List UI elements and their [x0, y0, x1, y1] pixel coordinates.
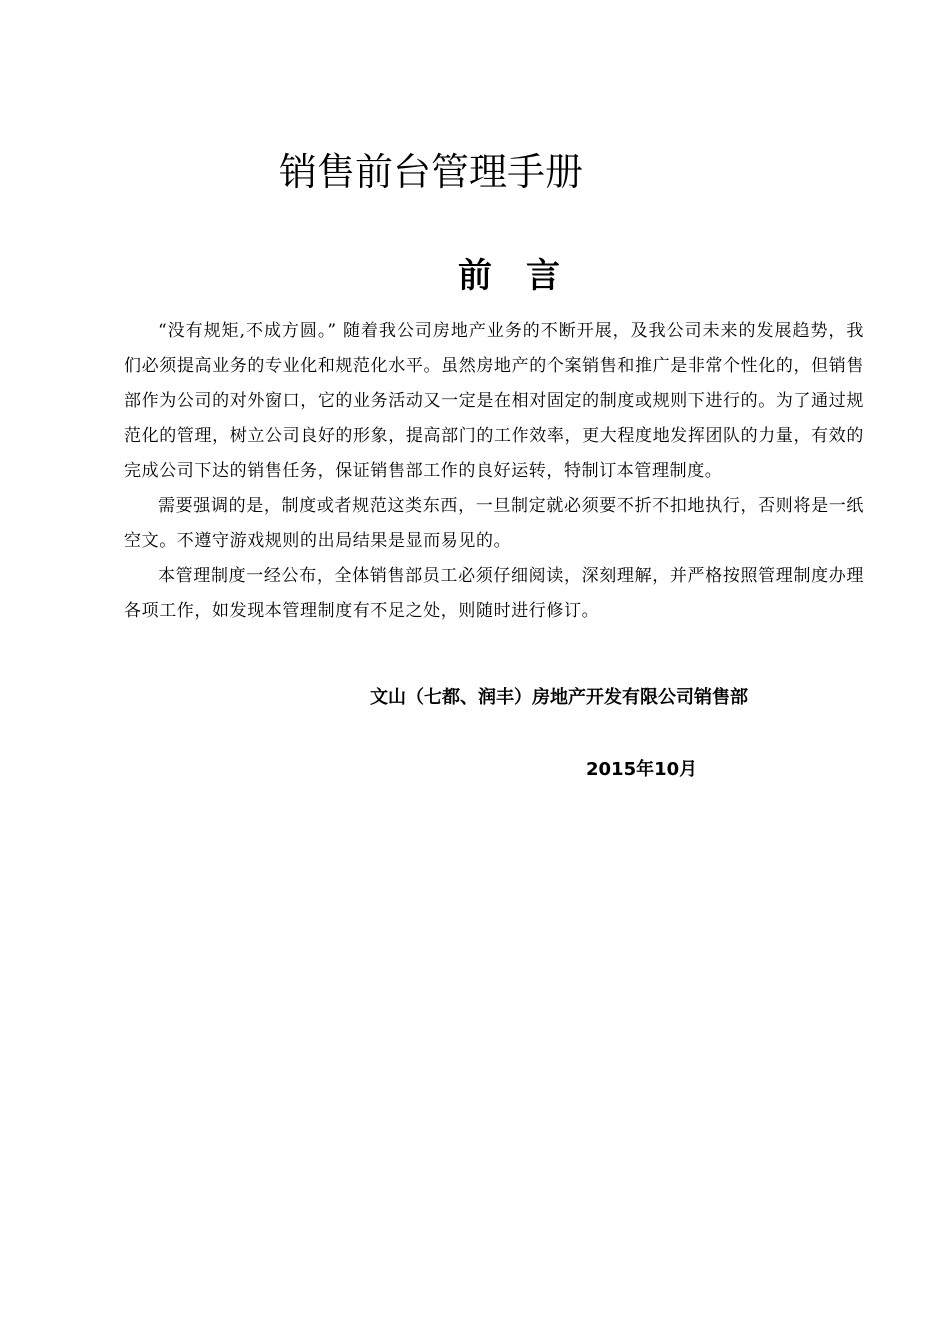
paragraph-3: 本管理制度一经公布，全体销售部员工必须仔细阅读，深刻理解，并严格按照管理制度办理各项工作，如发现本管理制度有不足之处，则随时进行修订。	[124, 566, 864, 621]
document-title: 销售前台管理手册	[279, 150, 584, 194]
paragraph-2: 需要强调的是，制度或者规范这类东西，一旦制定就必须要不折不扣地执行，否则将是一纸空文。不遵守游戏规则的出局结果是显而易见的。	[124, 496, 864, 551]
paragraph-1: “没有规矩,不成方圆。” 随着我公司房地产业务的不断开展，及我公司未来的发展趋势，我们必须提高业务的专业化和规范化水平。虽然房地产的个案销售和推广是非常个性化的，但销售部作为公司的对外窗口，它的业务活动又一定是在相对固定的制度或规则下进行的。为了通过规范化的管理，树立公司良好的形象，提高部门的工作效率，更大程度地发挥团队的力量，有效的完成公司下达的销售任务，保证销售部工作的良好运转，特制订本管理制度。	[124, 321, 864, 481]
preface-body	[124, 314, 864, 629]
company-signature: 文山（七都、润丰）房地产开发有限公司销售部	[370, 687, 748, 708]
preface-heading: 前言	[458, 256, 594, 296]
document-date: 2015年10月	[586, 759, 698, 780]
